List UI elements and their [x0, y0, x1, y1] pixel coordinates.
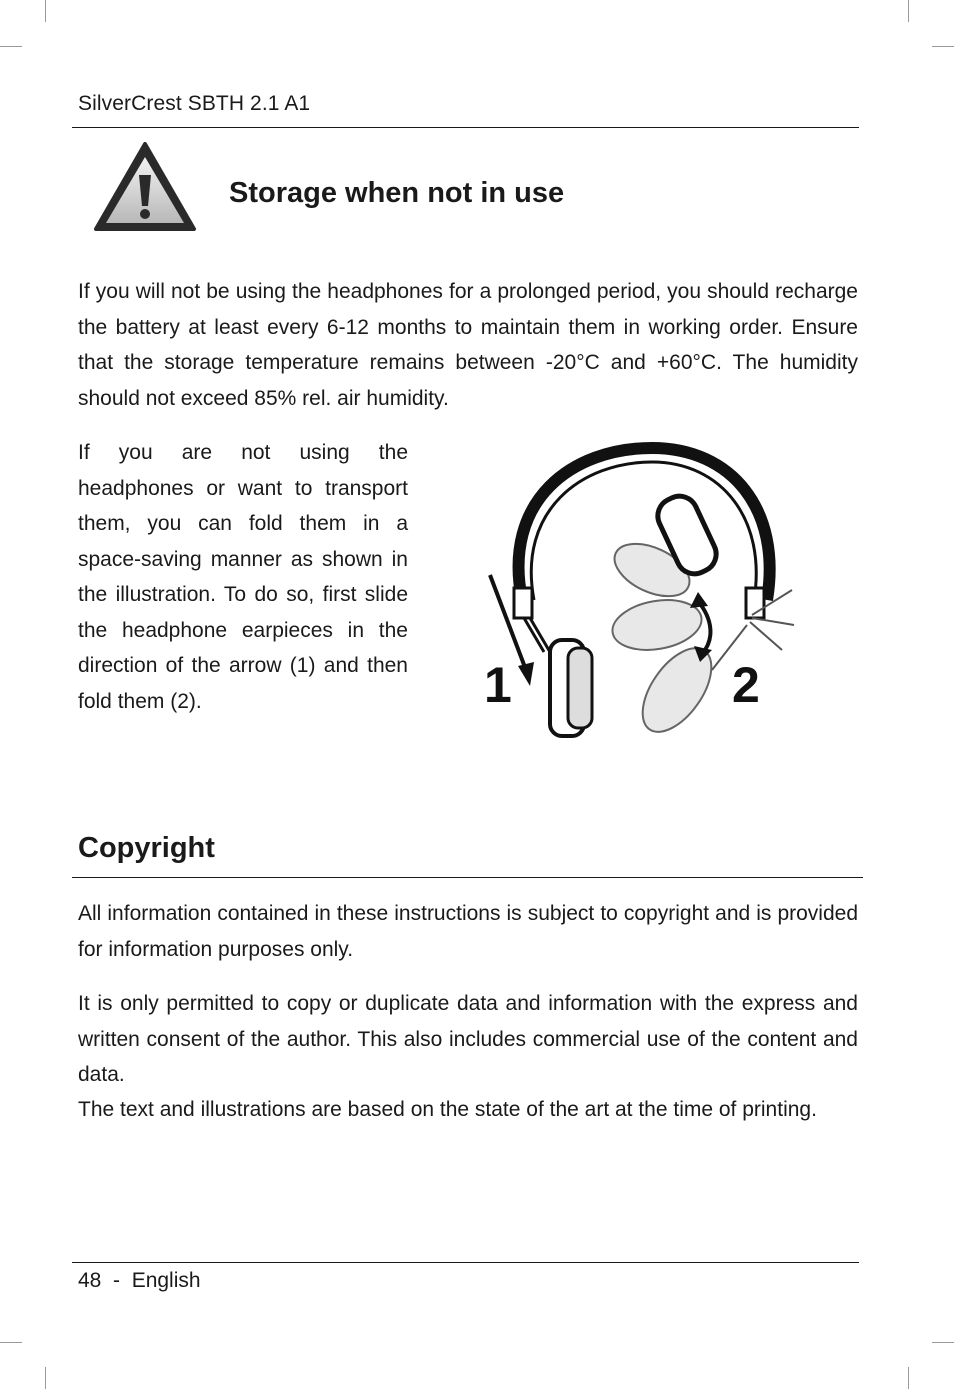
storage-paragraph: If you will not be using the headphones for a prolonged period, you should recharge the battery at least every 6-12 months to maintain them in working order. Ensure that the storage temperature remains between -20°C and +60°C. The humidity should not exceed 85% rel. air humidity.: [78, 280, 858, 410]
page-number: 48 - English: [78, 1269, 201, 1292]
footer-rule: [72, 1262, 859, 1263]
copyright-rule: [72, 877, 863, 878]
copyright-paragraph: All information contained in these instructions is subject to copyright and is provided for information purposes only.: [78, 902, 858, 961]
crop-mark: [45, 0, 46, 22]
illustration-label-1: 1: [484, 657, 512, 713]
folding-headphones-illustration: [482, 440, 802, 742]
running-header: SilverCrest SBTH 2.1 A1: [78, 92, 311, 115]
warning-triangle-icon: [93, 141, 197, 233]
fold-instructions-paragraph: If you are not using the headphones or want to transport them, you can fold them in a space-saving manner as shown in the illustration. To do so, first slide the headphone earpieces in the direction of the arrow (1) and then fold them (2).: [78, 441, 408, 713]
crop-mark: [908, 1367, 909, 1389]
section-heading-storage: Storage when not in use: [229, 177, 565, 209]
header-rule: [72, 127, 859, 128]
crop-mark: [908, 0, 909, 22]
copyright-paragraph: It is only permitted to copy or duplicate data and information with the express and written consent of the author. This also includes commercial use of the content and data.: [78, 992, 858, 1086]
illustration-label-2: 2: [732, 657, 760, 713]
crop-mark: [932, 46, 954, 47]
crop-mark: [932, 1342, 954, 1343]
section-heading-copyright: Copyright: [78, 832, 215, 864]
crop-mark: [0, 46, 22, 47]
crop-mark: [0, 1342, 22, 1343]
copyright-paragraph: The text and illustrations are based on the state of the art at the time of printing.: [78, 1098, 817, 1121]
crop-mark: [45, 1367, 46, 1389]
